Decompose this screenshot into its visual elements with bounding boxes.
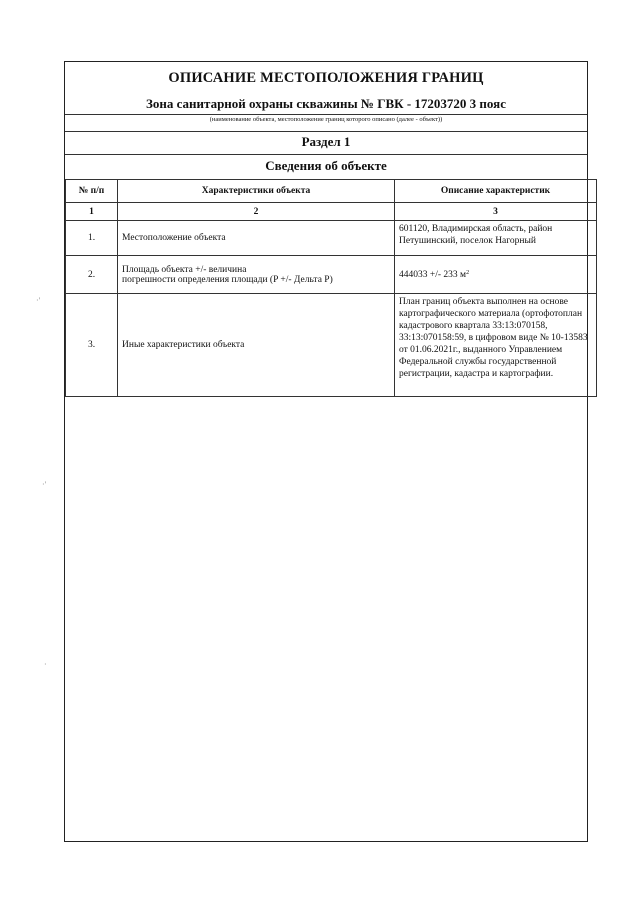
area-value: 444033 +/- 233 м	[399, 269, 467, 280]
object-info-table	[65, 179, 597, 397]
table-row	[66, 221, 597, 256]
header-characteristic: Характеристики объекта	[118, 180, 395, 203]
table-row	[66, 256, 597, 294]
row-number: 2.	[66, 256, 118, 294]
subtitle-underline	[65, 114, 587, 115]
column-number-row	[66, 203, 597, 221]
row-characteristic: Местоположение объекта	[118, 221, 395, 256]
row-characteristic	[118, 256, 395, 294]
section-title: Сведения об объекте	[265, 158, 387, 173]
characteristic-line: Площадь объекта +/- величина	[122, 264, 247, 275]
table-row	[66, 294, 597, 397]
scan-artifact: ·	[44, 660, 47, 669]
row-number: 1.	[66, 221, 118, 256]
header-number: № п/п	[66, 180, 118, 203]
row-number: 3.	[66, 294, 118, 397]
characteristic-line: погрешности определения площади (P +/- Дельта P)	[122, 274, 333, 285]
column-number: 1	[66, 203, 118, 221]
scan-artifact: ·'	[42, 480, 47, 489]
area-unit-superscript: 2	[466, 269, 470, 276]
document-subtitle: Зона санитарной охраны скважины № ГВК - 17203720 3 пояс	[146, 96, 506, 111]
scan-artifact: ·'	[36, 296, 41, 305]
row-description: 601120, Владимирская область, район Петушинский, поселок Нагорный	[395, 221, 597, 256]
row-description	[395, 256, 597, 294]
document-frame	[64, 61, 588, 842]
column-number: 2	[118, 203, 395, 221]
divider	[65, 131, 587, 132]
row-description: План границ объекта выполнен на основе картографического материала (ортофотоплан кадастрового квартала 33:13:070158, 33:13:070158:59, в цифровом виде № 10-13583 от 01.06.2021г., выданного Управлением Федеральной службы государственной регистрации, кадастра и картографии.	[395, 294, 597, 397]
row-characteristic: Иные характеристики объекта	[118, 294, 395, 397]
column-number: 3	[395, 203, 597, 221]
document-title: ОПИСАНИЕ МЕСТОПОЛОЖЕНИЯ ГРАНИЦ	[168, 70, 484, 86]
divider	[65, 154, 587, 155]
table-header-row	[66, 180, 597, 203]
header-description: Описание характеристик	[395, 180, 597, 203]
section-heading: Раздел 1	[301, 134, 351, 149]
subtitle-caption: (наименование объекта, местоположение границ которого описано (далее - объект))	[209, 116, 443, 123]
